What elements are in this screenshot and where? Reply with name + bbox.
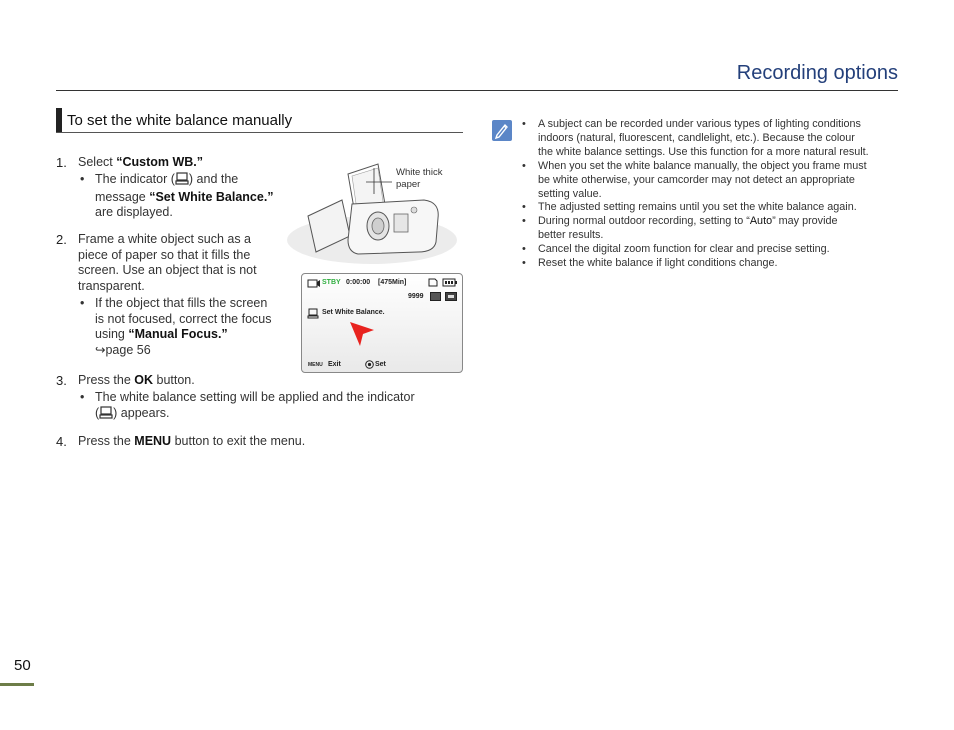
lcd-screen xyxy=(301,273,463,373)
bullet-text: If the object that fills the screen is not focused, correct the focus using “Manual Focus.” ↪page 56 xyxy=(95,296,272,357)
bullet-text: The white balance setting will be applied and the indicator ( ) appears. xyxy=(95,390,415,423)
pointer-arrow-icon xyxy=(348,320,376,353)
note-bullet: • xyxy=(522,201,526,213)
ok-button-icon xyxy=(365,360,374,371)
note-bullet: • xyxy=(522,215,526,227)
page-reference-arrow-icon: ↪ xyxy=(95,342,106,357)
battery-icon xyxy=(442,278,458,289)
step-text: Press the OK button. xyxy=(78,373,195,387)
note-item: Cancel the digital zoom function for clear and precise setting. xyxy=(538,243,830,255)
note-item: The adjusted setting remains until you set the white balance again. xyxy=(538,201,857,213)
step-number: 2. xyxy=(56,232,67,247)
lcd-stby-status: STBY xyxy=(322,279,341,286)
bullet-dot: • xyxy=(80,172,85,186)
lcd-photo-count: 9999 xyxy=(408,293,424,300)
note-bullet: • xyxy=(522,257,526,269)
note-item: A subject can be recorded under various types of lighting conditions indoors (natural, fluorescent, candlelight, etc.). Because the colour the white balance settings. Use this function for a more natural result. xyxy=(538,118,869,158)
memory-card-icon xyxy=(428,278,438,289)
lcd-set-label: Set xyxy=(375,361,386,368)
lcd-remaining-time: [475Min] xyxy=(378,279,407,286)
step-number: 4. xyxy=(56,434,67,449)
custom-wb-icon xyxy=(175,172,189,190)
resolution-icon xyxy=(445,292,457,303)
custom-wb-icon xyxy=(99,406,113,424)
bullet-text: The indicator ( ) and the message “Set White Balance.” are displayed. xyxy=(95,172,274,219)
page-number: 50 xyxy=(14,657,31,674)
step-number: 1. xyxy=(56,155,67,170)
lcd-message: Set White Balance. xyxy=(322,309,385,316)
note-pencil-icon xyxy=(492,120,512,141)
section-marker xyxy=(56,108,62,132)
bullet-dot: • xyxy=(80,390,85,404)
note-bullet: • xyxy=(522,243,526,255)
custom-wb-icon xyxy=(307,308,319,321)
bullet-dot: • xyxy=(80,296,85,310)
step-text: Press the MENU button to exit the menu. xyxy=(78,434,306,448)
lcd-timecode: 0:00:00 xyxy=(346,279,371,286)
page-header-title: Recording options xyxy=(736,62,898,84)
quality-icon xyxy=(430,292,441,303)
note-bullet: • xyxy=(522,118,526,130)
note-item: During normal outdoor recording, setting to “Auto” may provide better results. xyxy=(538,215,838,241)
lcd-exit-label: Exit xyxy=(328,361,341,368)
illustration-label: White thick paper xyxy=(396,167,443,190)
note-bullet: • xyxy=(522,160,526,172)
header-divider xyxy=(56,90,898,91)
section-title: To set the white balance manually xyxy=(67,112,293,129)
step-number: 3. xyxy=(56,373,67,388)
camera-mode-icon xyxy=(307,278,321,290)
step-text: Frame a white object such as a piece of paper so that it fills the screen. Use an object that is not transparent. xyxy=(78,232,257,293)
step-text: Select “Custom WB.” xyxy=(78,155,204,169)
section-divider xyxy=(56,132,463,133)
note-item: When you set the white balance manually, the object you frame must be white otherwise, your camcorder may not detect an appropriate setting value. xyxy=(538,160,867,200)
page-number-rule xyxy=(0,683,34,686)
note-item: Reset the white balance if light conditions change. xyxy=(538,257,778,269)
page-reference-link[interactable]: page 56 xyxy=(105,342,151,357)
lcd-menu-label: MENU xyxy=(308,362,323,368)
